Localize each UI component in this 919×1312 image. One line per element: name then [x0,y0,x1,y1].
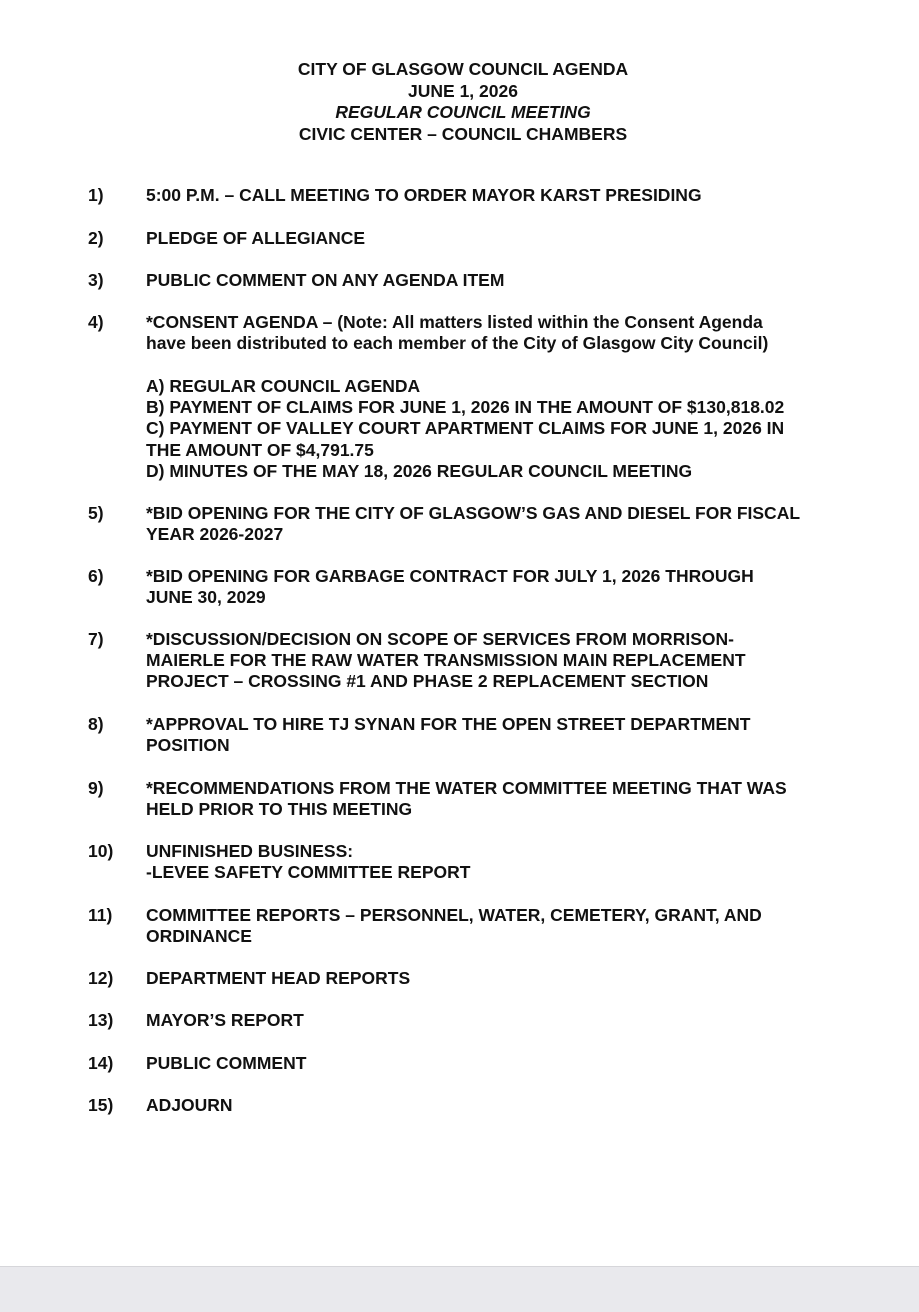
agenda-item-text: *APPROVAL TO HIRE TJ SYNAN FOR THE OPEN STREET DEPARTMENT POSITION [146,714,751,756]
agenda-item-number: 2) [88,228,104,248]
agenda-item-text: PUBLIC COMMENT [146,1053,307,1073]
agenda-item-text: *RECOMMENDATIONS FROM THE WATER COMMITTEE MEETING THAT WAS HELD PRIOR TO THIS MEETING [146,778,787,820]
agenda-item-text: COMMITTEE REPORTS – PERSONNEL, WATER, CEMETERY, GRANT, AND ORDINANCE [146,905,762,947]
agenda-item-number: 10) [88,841,114,861]
agenda-item-text: PLEDGE OF ALLEGIANCE [146,228,366,248]
header-meeting-type: REGULAR COUNCIL MEETING [335,102,591,122]
agenda-item-text: DEPARTMENT HEAD REPORTS [146,968,411,988]
agenda-item-number: 3) [88,270,104,290]
agenda-item-number: 5) [88,503,104,523]
agenda-item-text: *BID OPENING FOR GARBAGE CONTRACT FOR JULY 1, 2026 THROUGH JUNE 30, 2029 [146,566,754,608]
header-location: CIVIC CENTER – COUNCIL CHAMBERS [298,123,628,144]
agenda-item-number: 12) [88,968,114,988]
consent-agenda-list: A) REGULAR COUNCIL AGENDA B) PAYMENT OF CLAIMS FOR JUNE 1, 2026 IN THE AMOUNT OF $130,818.02 C) PAYMENT OF VALLEY COURT APARTMENT CLAIMS FOR JUNE 1, 2026 IN THE AMOUNT OF $4,791.75 D) MINUTES OF THE MAY 18, 2026 REGULAR COUNCIL MEETING [146,376,785,481]
header-date: JUNE 1, 2026 [408,80,518,101]
agenda-item-text: *DISCUSSION/DECISION ON SCOPE OF SERVICES FROM MORRISON- MAIERLE FOR THE RAW WATER TRANSMISSION MAIN REPLACEMENT PROJECT – CROSSING #1 AND PHASE 2 REPLACEMENT SECTION [146,629,746,692]
agenda-item-number: 11) [88,905,113,925]
agenda-item-number: 4) [88,312,104,332]
agenda-item-number: 14) [88,1053,114,1073]
agenda-item-text: *CONSENT AGENDA – (Note: All matters listed within the Consent Agenda have been distributed to each member of the City of Glasgow City Council) [146,312,769,354]
agenda-item-text: MAYOR’S REPORT [146,1010,304,1030]
header-title: CITY OF GLASGOW COUNCIL AGENDA [297,59,629,79]
viewer-bottom-bar [0,1266,919,1312]
agenda-item-number: 9) [88,778,104,798]
agenda-item-number: 8) [88,714,104,734]
agenda-item-text: 5:00 P.M. – CALL MEETING TO ORDER MAYOR KARST PRESIDING [146,185,702,205]
agenda-item-text: UNFINISHED BUSINESS: -LEVEE SAFETY COMMITTEE REPORT [146,841,471,883]
agenda-item-number: 7) [88,629,104,649]
agenda-item-text: ADJOURN [146,1095,233,1115]
agenda-item-number: 6) [88,566,104,586]
agenda-item-text: PUBLIC COMMENT ON ANY AGENDA ITEM [146,270,505,290]
agenda-item-number: 13) [88,1010,114,1030]
agenda-item-number: 15) [88,1095,114,1115]
agenda-item-text: *BID OPENING FOR THE CITY OF GLASGOW’S GAS AND DIESEL FOR FISCAL YEAR 2026-2027 [146,503,801,545]
agenda-item-number: 1) [88,185,104,205]
agenda-header [0,59,919,145]
